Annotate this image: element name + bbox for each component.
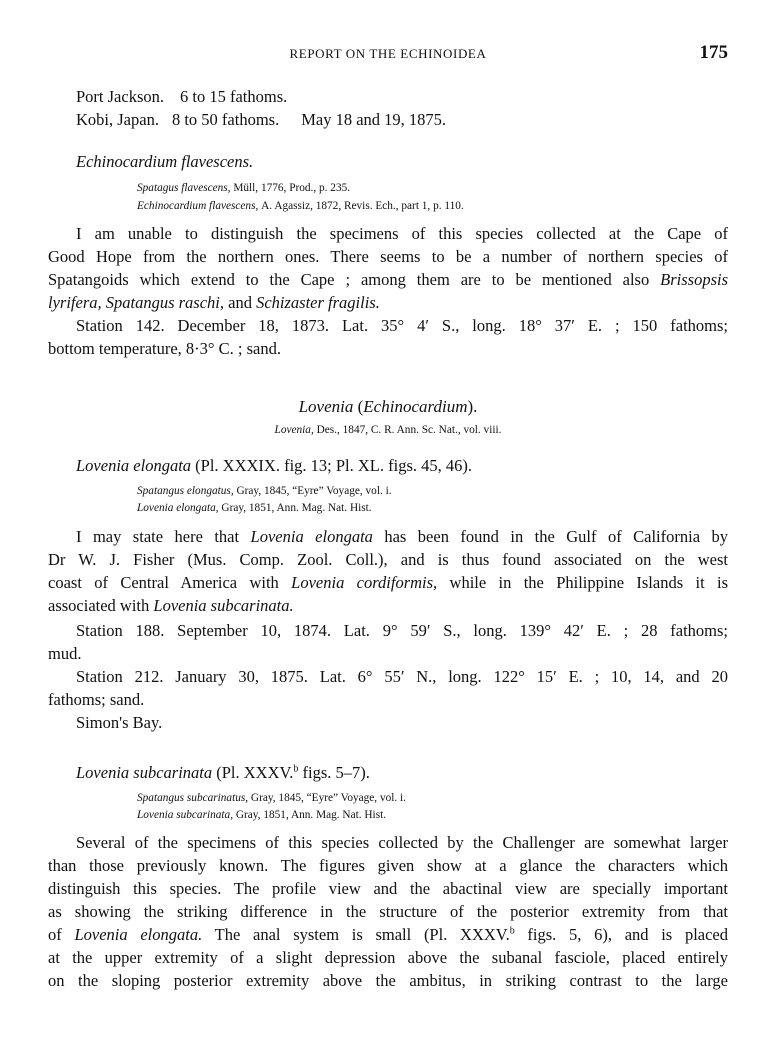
taxon-name: Lovenia cordiformis, (291, 573, 438, 592)
synonym-name: Spatangus elongatus, (137, 485, 234, 497)
synonym-reference: Gray, 1845, “Eyre” Voyage, vol. i. (236, 485, 392, 497)
paragraph-line: lyrifera, Spatangus raschi, and Schizaster fragilis. (48, 293, 380, 312)
synonym-line (137, 807, 386, 823)
synonym-name: Lovenia subcarinata, (137, 809, 234, 821)
paragraph-line: of Lovenia elongata. The anal system is small (Pl. XXXV.$^b$ figs. 5, 6), and is placed (48, 925, 729, 944)
record-port-jackson (76, 86, 728, 108)
genus-reference: Lovenia, Des., 1847, C. R. Ann. Sc. Nat., vol. viii. (274, 424, 502, 436)
synonym-name: Echinocardium flavescens, (137, 200, 259, 212)
station-line: Station 212. January 30, 1875. Lat. 6° 55′ N., long. 122° 15′ E. ; 10, 14, and 20 (76, 667, 728, 686)
record-depth: 6 to 15 fathoms. (180, 87, 288, 106)
synonym-reference: Müll, 1776, Prod., p. 235. (233, 182, 351, 194)
record-location: Kobi, Japan. (76, 110, 159, 129)
paragraph-line: coast of Central America with Lovenia cordiformis, while in the Philippine Islands it is (48, 573, 728, 592)
page-header (48, 42, 728, 66)
species-heading: Lovenia subcarinata (Pl. XXXV.$^b$ figs. 5–7). (76, 763, 370, 782)
genus-heading: Lovenia (Echinocardium). (298, 397, 478, 416)
paragraph-line: I may state here that Lovenia elongata has been found in the Gulf of California by (76, 527, 728, 546)
synonym-reference: A. Agassiz, 1872, Revis. Ech., part 1, p. 110. (261, 200, 464, 212)
paragraph-line: as showing the striking difference in the structure of the posterior extremity from that (48, 902, 728, 921)
record-kobi (76, 109, 728, 131)
record-depth: 8 to 50 fathoms. (171, 110, 280, 129)
species-heading: Echinocardium flavescens. (76, 152, 254, 171)
taxon-name: lyrifera, Spatangus raschi, (48, 293, 224, 312)
paragraph-line: distinguish this species. The profile view and the abactinal view are specially important (48, 879, 728, 898)
paragraph-line: at the upper extremity of a slight depression above the subanal fasciole, placed entirely (48, 948, 728, 967)
station-line: Station 142. December 18, 1873. Lat. 35° 4′ S., long. 18° 37′ E. ; 150 fathoms; (76, 316, 728, 335)
synonym-reference: Gray, 1851, Ann. Mag. Nat. Hist. (235, 809, 387, 821)
paragraph-line: Spatangoids which extend to the Cape ; among them are to be mentioned also Brissopsis (48, 270, 729, 289)
station-line: bottom temperature, 8·3° C. ; sand. (48, 339, 281, 358)
synonym-line (137, 180, 350, 196)
plate-reference: (Pl. XXXIX. fig. 13; Pl. XL. figs. 45, 46). (195, 456, 472, 475)
plate-reference: (Pl. XXXV. (216, 763, 294, 782)
station-line: mud. (48, 644, 82, 663)
taxon-name: Lovenia elongata (250, 527, 373, 546)
synonym-reference: Gray, 1845, “Eyre” Voyage, vol. i. (250, 792, 407, 804)
record-location: Port Jackson. (76, 87, 164, 106)
synonym-name: Spatangus subcarinatus, (137, 792, 249, 804)
paragraph-line: I am unable to distinguish the specimens of this species collected at the Cape of (76, 224, 728, 243)
paragraph-line: Good Hope from the northern ones. There seems to be a number of northern species of (48, 247, 728, 266)
running-head: REPORT ON THE ECHINOIDEA (289, 46, 487, 61)
synonym-line (137, 500, 372, 516)
synonym-name: Spatagus flavescens, (137, 182, 231, 194)
taxon-name: Schizaster fragilis. (256, 293, 380, 312)
record-date: May 18 and 19, 1875. (301, 110, 447, 129)
synonym-line (137, 483, 392, 499)
synonym-line (137, 790, 406, 806)
species-heading: Lovenia elongata (Pl. XXXIX. fig. 13; Pl. XL. figs. 45, 46). (76, 456, 472, 475)
paragraph-line: than those previously known. The figures given show at a glance the characters which (48, 856, 728, 875)
taxon-name: Brissopsis (660, 270, 729, 289)
paragraph-line: Several of the specimens of this species collected by the Challenger are somewhat larger (76, 833, 728, 852)
synonym-reference: Gray, 1851, Ann. Mag. Nat. Hist. (221, 502, 372, 514)
taxon-name: Lovenia elongata. (74, 925, 203, 944)
synonym-name: Lovenia elongata, (137, 502, 219, 514)
station-line: Simon's Bay. (76, 713, 163, 732)
station-line: Station 188. September 10, 1874. Lat. 9° 59′ S., long. 139° 42′ E. ; 28 fathoms; (76, 621, 728, 640)
taxon-name: Lovenia subcarinata. (153, 596, 294, 615)
paragraph-line: Dr W. J. Fisher (Mus. Comp. Zool. Coll.), and is thus found associated on the west (48, 550, 728, 569)
paragraph-line: associated with Lovenia subcarinata. (48, 596, 294, 615)
synonym-line (137, 198, 464, 214)
station-line: fathoms; sand. (48, 690, 145, 709)
page-number: 175 (699, 42, 728, 63)
paragraph-line: on the sloping posterior extremity above the ambitus, in striking contrast to the large (48, 971, 728, 990)
